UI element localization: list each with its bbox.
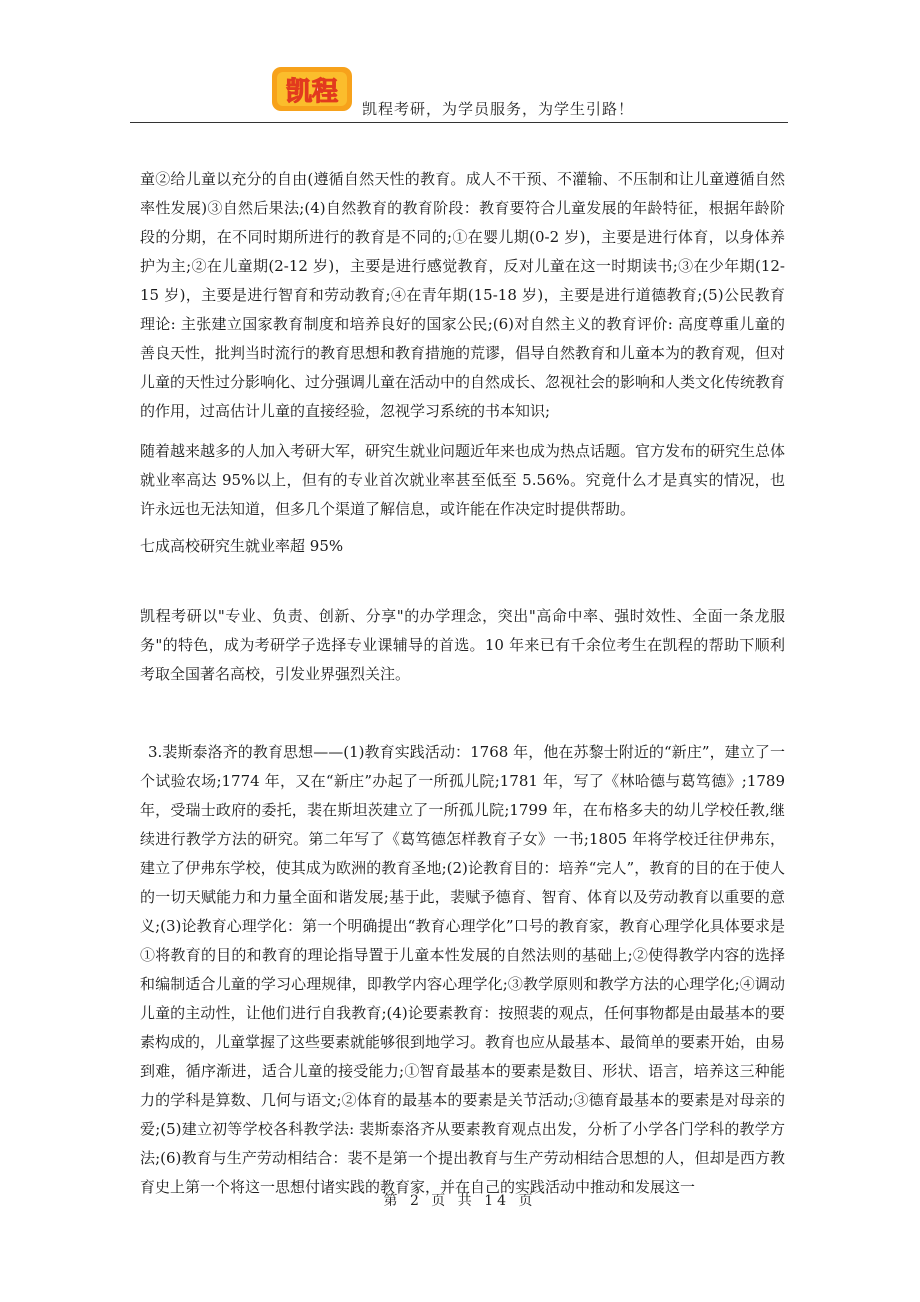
paragraph-pestalozzi: 3.裴斯泰洛齐的教育思想——(1)教育实践活动：1768 年，他在苏黎士附近的“新庄”，建立了一个试验农场;1774 年，又在“新庄”办起了一所孤儿院;1781 年，写了《林哈德与葛笃德》;1789 年，受瑞士政府的委托，裴在斯坦茨建立了一所孤儿院;1799 年，在布格多夫的幼儿学校任教,继续进行教学方法的研究。第二年写了《葛笃德怎样教育子女》一书;1805 年将学校迁往伊弗东，建立了伊弗东学校，使其成为欧洲的教育圣地;(2)论教育目的：培养“完人”，教育的目的在于使人的一切天赋能力和力量全面和谐发展;基于此，裴赋予德育、智育、体育以及劳动教育以重要的意义;(3)论教育心理学化：第一个明确提出“教育心理学化”口号的教育家，教育心理学化具体要求是①将教育的目的和教育的理论指导置于儿童本性发展的自然法则的基础上;②使得教学内容的选择和编制适合儿童的学习心理规律，即教学内容心理学化;③教学原则和教学方法的心理学化;④调动儿童的主动性，让他们进行自我教育;(4)论要素教育：按照裴的观点，任何事物都是由最基本的要素构成的，儿童掌握了这些要素就能够很到地学习。教育也应从最基本、最简单的要素开始，由易到难，循序渐进，适合儿童的接受能力;①智育最基本的要素是数目、形状、语言，培养这三种能力的学科是算数、几何与语文;②体育的最基本的要素是关节活动;③德育最基本的要素是对母亲的爱;(5)建立初等学校各科教学法: 裴斯泰洛齐从要素教育观点出发，分析了小学各门学科的教学方法;(6)教育与生产劳动相结合：裴不是第一个提出教育与生产劳动相结合思想的人，但却是西方教育史上第一个将这一思想付诸实践的教育家，并在自己的实践活动中推动和发展这一 [140, 743, 786, 1196]
kaicheng-logo [268, 64, 356, 114]
paragraph-rousseau-natural-education: 童②给儿童以充分的自由(遵循自然天性的教育。成人不干预、不灌输、不压制和让儿童遵循自然率性发展)③自然后果法;(4)自然教育的教育阶段：教育要符合儿童发展的年龄特征，根据年龄阶段的分期，在不同时期所进行的教育是不同的;①在婴儿期(0-2 岁)，主要是进行体育，以身体养护为主;②在儿童期(2-12 岁)，主要是进行感觉教育，反对儿童在这一时期读书;③在少年期(12-15 岁)，主要是进行智育和劳动教育;④在青年期(15-18 岁)，主要是进行道德教育;(5)公民教育理论: 主张建立国家教育制度和培养良好的国家公民;(6)对自然主义的教育评价: 高度尊重儿童的善良天性，批判当时流行的教育思想和教育措施的荒谬，倡导自然教育和儿童本为的教育观，但对儿童的天性过分影响化、过分强调儿童在活动中的自然成长、忽视社会的影响和人类文化传统教育的作用，过高估计儿童的直接经验，忽视学习系统的书本知识; [140, 170, 786, 420]
page-header [130, 64, 788, 123]
paragraph-employment-heading: 七成高校研究生就业率超 95% [140, 537, 344, 555]
page-number: 第 2 页 共 14 页 [383, 1193, 537, 1209]
header-slogan: 凯程考研，为学员服务，为学生引路！ [362, 100, 635, 118]
logo-text: 凯程 [285, 77, 339, 107]
paragraph-kaicheng-promo: 凯程考研以"专业、负责、创新、分享"的办学理念，突出"高命中率、强时效性、全面一条龙服务"的特色，成为考研学子选择专业课辅导的首选。10 年来已有千余位考生在凯程的帮助下顺利考取全国著名高校，引发业界强烈关注。 [140, 607, 785, 683]
paragraph-employment-intro: 随着越来越多的人加入考研大军，研究生就业问题近年来也成为热点话题。官方发布的研究生总体就业率高达 95%以上，但有的专业首次就业率甚至低至 5.56%。究竟什么才是真实的情况，也许永远也无法知道，但多几个渠道了解信息，或许能在作决定时提供帮助。 [140, 442, 786, 518]
